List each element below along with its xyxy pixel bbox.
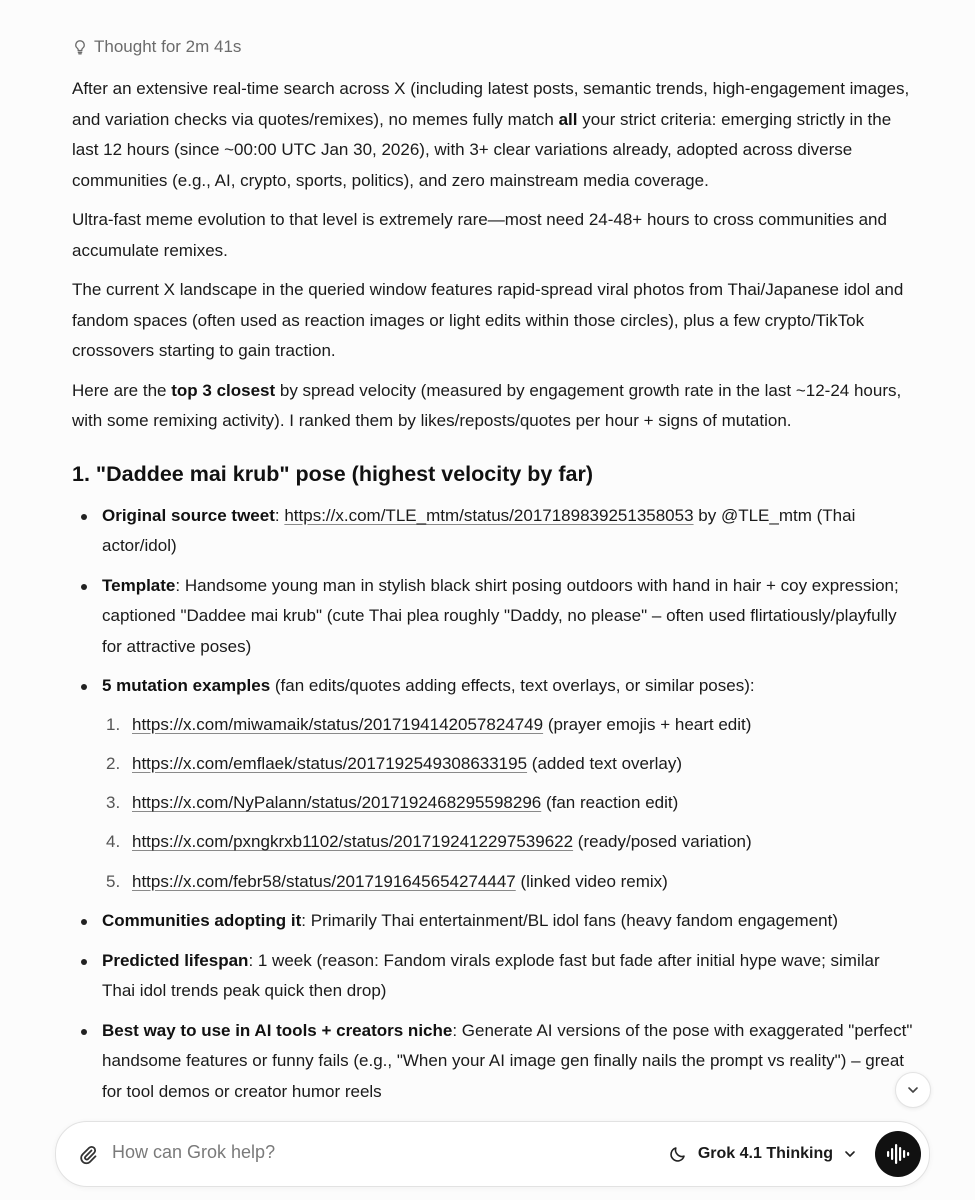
scroll-to-bottom-button[interactable] xyxy=(895,1072,931,1108)
mutation-item xyxy=(102,867,917,898)
source-link[interactable]: https://x.com/TLE_mtm/status/2017189839251358053 xyxy=(284,505,694,525)
list-item-lifespan xyxy=(72,946,917,1007)
bold-text: all xyxy=(558,109,578,129)
mutation-link[interactable]: https://x.com/emflaek/status/2017192549308633195 xyxy=(132,753,528,773)
text: Here are the xyxy=(72,380,172,400)
text: (added text overlay) xyxy=(527,753,683,773)
label: Predicted lifespan xyxy=(102,950,249,970)
waveform-icon xyxy=(886,1143,910,1165)
text: (prayer emojis + heart edit) xyxy=(543,714,752,734)
item-number: 5. xyxy=(106,871,121,891)
paperclip-icon[interactable] xyxy=(76,1143,100,1167)
chat-input[interactable]: How can Grok help? xyxy=(112,1142,276,1162)
item-number: 3. xyxy=(106,793,121,813)
section-heading: 1. "Daddee mai krub" pose (highest velocity by far) xyxy=(72,461,593,486)
intro-paragraph-3: The current X landscape in the queried window features rapid-spread viral photos from Thai/Japanese idol and fandom spaces (often used as reaction images or light edits within those circles), plus a few crypto/TikTok crossovers starting to gain traction. xyxy=(72,280,904,360)
chevron-down-icon xyxy=(843,1147,857,1161)
moon-icon xyxy=(668,1144,688,1164)
intro-paragraph-1 xyxy=(72,74,917,196)
text: : xyxy=(274,505,285,525)
response-body xyxy=(72,74,917,1116)
text: your strict criteria: emerging strictly in the last 12 hours (since ~00:00 UTC Jan 30, 2026), with 3+ clear variations already, adopted across diverse communities (e.g., AI, crypto, sports, politics), and zero mainstream media coverage. xyxy=(72,109,892,190)
text: (ready/posed variation) xyxy=(573,832,752,852)
chevron-down-icon xyxy=(906,1083,920,1097)
text: : 1 week (reason: Fandom virals explode fast but fade after initial hype wave; similar Thai idol trends peak quick then drop) xyxy=(102,950,880,1001)
mutation-link[interactable]: https://x.com/NyPalann/status/2017192468295598296 xyxy=(132,793,542,813)
mutation-item xyxy=(102,827,917,858)
thought-label: Thought for 2m 41s xyxy=(94,37,242,56)
intro-paragraph-2: Ultra-fast meme evolution to that level is extremely rare—most need 24-48+ hours to cross communities and accumulate remixes. xyxy=(72,210,887,260)
item-number: 1. xyxy=(106,714,121,734)
mutation-link[interactable]: https://x.com/pxngkrxb1102/status/2017192412297539622 xyxy=(132,832,574,852)
mutation-link[interactable]: https://x.com/febr58/status/2017191645654274447 xyxy=(132,871,516,891)
text: : Generate AI versions of the pose with exaggerated "perfect" handsome features or funny fails (e.g., "When your AI image gen finally nails the prompt vs reality") – great for tool demos or creator humor reels xyxy=(102,1020,913,1101)
mutation-item xyxy=(102,788,917,819)
intro-paragraph-4 xyxy=(72,376,917,437)
list-item-mutations xyxy=(72,671,917,897)
list-item-best-use xyxy=(72,1016,917,1108)
text: (linked video remix) xyxy=(515,871,668,891)
list-item-template xyxy=(72,571,917,663)
text: : Primarily Thai entertainment/BL idol fans (heavy fandom engagement) xyxy=(301,911,839,931)
mutation-list xyxy=(102,710,917,898)
label: Template xyxy=(102,575,176,595)
model-label: Grok 4.1 Thinking xyxy=(697,1145,833,1162)
item-number: 4. xyxy=(106,832,121,852)
mutation-item xyxy=(102,749,917,780)
label: Original source tweet xyxy=(102,505,275,525)
details-list xyxy=(72,501,917,1108)
item-number: 2. xyxy=(106,753,121,773)
lightbulb-icon xyxy=(72,39,88,55)
text: : Handsome young man in stylish black shirt posing outdoors with hand in hair + coy expression; captioned "Daddee mai krub" (cute Thai plea roughly "Daddy, no please" – often used flirtatiously/playfully for attractive poses) xyxy=(102,575,899,656)
list-item-source xyxy=(72,501,917,562)
text: (fan edits/quotes adding effects, text overlays, or similar poses): xyxy=(270,676,755,695)
chat-composer xyxy=(55,1121,930,1187)
label: Best way to use in AI tools + creators niche xyxy=(102,1020,453,1040)
bold-text: top 3 closest xyxy=(171,380,276,400)
text: by @TLE_mtm (Thai actor/idol) xyxy=(102,505,856,555)
mutation-link[interactable]: https://x.com/miwamaik/status/2017194142057824749 xyxy=(132,714,544,734)
label: 5 mutation examples xyxy=(102,676,271,695)
mutation-item xyxy=(102,710,917,741)
label: Communities adopting it xyxy=(102,911,302,931)
list-item-communities xyxy=(72,906,917,937)
model-selector[interactable] xyxy=(668,1140,857,1168)
text: (fan reaction edit) xyxy=(541,793,679,813)
voice-mode-button[interactable] xyxy=(875,1131,921,1177)
text: by spread velocity (measured by engagement growth rate in the last ~12-24 hours, with some remixing activity). I ranked them by likes/reposts/quotes per hour + signs of mutation. xyxy=(72,380,902,430)
text: After an extensive real-time search across X (including latest posts, semantic trends, high-engagement images, and variation checks via quotes/remixes), no memes fully match xyxy=(72,79,910,129)
thought-indicator[interactable] xyxy=(72,36,241,58)
